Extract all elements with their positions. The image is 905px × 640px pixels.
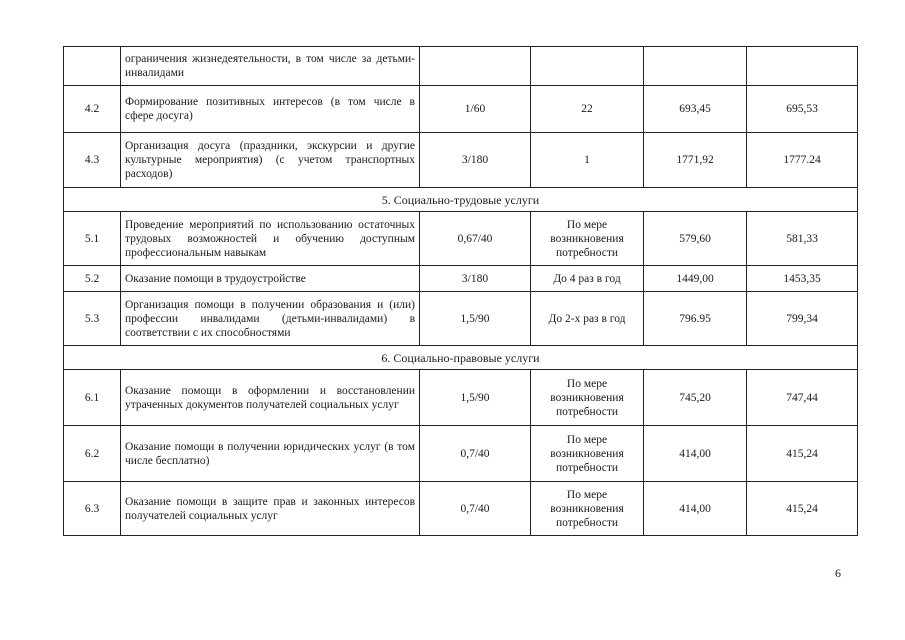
price-cell: 579,60: [644, 212, 747, 266]
service-name: ограничения жизнедеятельности, в том числе за детьми-инвалидами: [121, 47, 420, 86]
price-cell: 747,44: [747, 370, 858, 426]
row-number: 4.3: [64, 133, 121, 188]
price-cell: 695,53: [747, 86, 858, 133]
services-table-body: [64, 47, 858, 536]
table-row: [64, 292, 858, 346]
price-cell: 1771,92: [644, 133, 747, 188]
row-number: 4.2: [64, 86, 121, 133]
frequency-cell: По мере возникновения потребности: [531, 370, 644, 426]
row-number: [64, 47, 121, 86]
table-row: [64, 426, 858, 482]
price-cell: 1453,35: [747, 266, 858, 292]
price-cell: 1777.24: [747, 133, 858, 188]
price-cell: 745,20: [644, 370, 747, 426]
price-cell: [747, 47, 858, 86]
frequency-cell: По мере возникновения потребности: [531, 426, 644, 482]
norm-cell: 0,67/40: [420, 212, 531, 266]
table-row: [64, 212, 858, 266]
service-name: Оказание помощи в защите прав и законных интересов получателей социальных услуг: [121, 482, 420, 536]
norm-cell: [420, 47, 531, 86]
row-number: 5.3: [64, 292, 121, 346]
frequency-cell: 1: [531, 133, 644, 188]
service-name: Оказание помощи в оформлении и восстановлении утраченных документов получателей социальных услуг: [121, 370, 420, 426]
price-cell: 414,00: [644, 482, 747, 536]
norm-cell: 1,5/90: [420, 370, 531, 426]
norm-cell: 1,5/90: [420, 292, 531, 346]
price-cell: 796.95: [644, 292, 747, 346]
section-row: [64, 346, 858, 370]
frequency-cell: По мере возникновения потребности: [531, 212, 644, 266]
frequency-cell: До 4 раз в год: [531, 266, 644, 292]
services-table: [63, 46, 858, 536]
table-row: [64, 86, 858, 133]
price-cell: 414,00: [644, 426, 747, 482]
row-number: 6.1: [64, 370, 121, 426]
table-row: [64, 133, 858, 188]
service-name: Организация досуга (праздники, экскурсии и другие культурные мероприятия) (с учетом транспортных расходов): [121, 133, 420, 188]
price-cell: 799,34: [747, 292, 858, 346]
norm-cell: 0,7/40: [420, 482, 531, 536]
frequency-cell: [531, 47, 644, 86]
frequency-cell: По мере возникновения потребности: [531, 482, 644, 536]
row-number: 6.3: [64, 482, 121, 536]
service-name: Проведение мероприятий по использованию остаточных трудовых возможностей и обучению доступным профессиональным навыкам: [121, 212, 420, 266]
frequency-cell: 22: [531, 86, 644, 133]
section-row: [64, 188, 858, 212]
norm-cell: 0,7/40: [420, 426, 531, 482]
norm-cell: 3/180: [420, 133, 531, 188]
table-row: [64, 47, 858, 86]
service-name: Оказание помощи в получении юридических услуг (в том числе бесплатно): [121, 426, 420, 482]
service-name: Формирование позитивных интересов (в том числе в сфере досуга): [121, 86, 420, 133]
page-number: 6: [835, 566, 841, 580]
price-cell: 415,24: [747, 482, 858, 536]
section-title: 5. Социально-трудовые услуги: [64, 188, 858, 212]
price-cell: 581,33: [747, 212, 858, 266]
service-name: Оказание помощи в трудоустройстве: [121, 266, 420, 292]
price-cell: 415,24: [747, 426, 858, 482]
norm-cell: 3/180: [420, 266, 531, 292]
frequency-cell: До 2-х раз в год: [531, 292, 644, 346]
norm-cell: 1/60: [420, 86, 531, 133]
row-number: 6.2: [64, 426, 121, 482]
row-number: 5.1: [64, 212, 121, 266]
table-row: [64, 370, 858, 426]
price-cell: 693,45: [644, 86, 747, 133]
price-cell: [644, 47, 747, 86]
price-cell: 1449,00: [644, 266, 747, 292]
row-number: 5.2: [64, 266, 121, 292]
service-name: Организация помощи в получении образования и (или) профессии инвалидами (детьми-инвалидами) в соответствии с их способностями: [121, 292, 420, 346]
table-row: [64, 266, 858, 292]
table-row: [64, 482, 858, 536]
section-title: 6. Социально-правовые услуги: [64, 346, 858, 370]
